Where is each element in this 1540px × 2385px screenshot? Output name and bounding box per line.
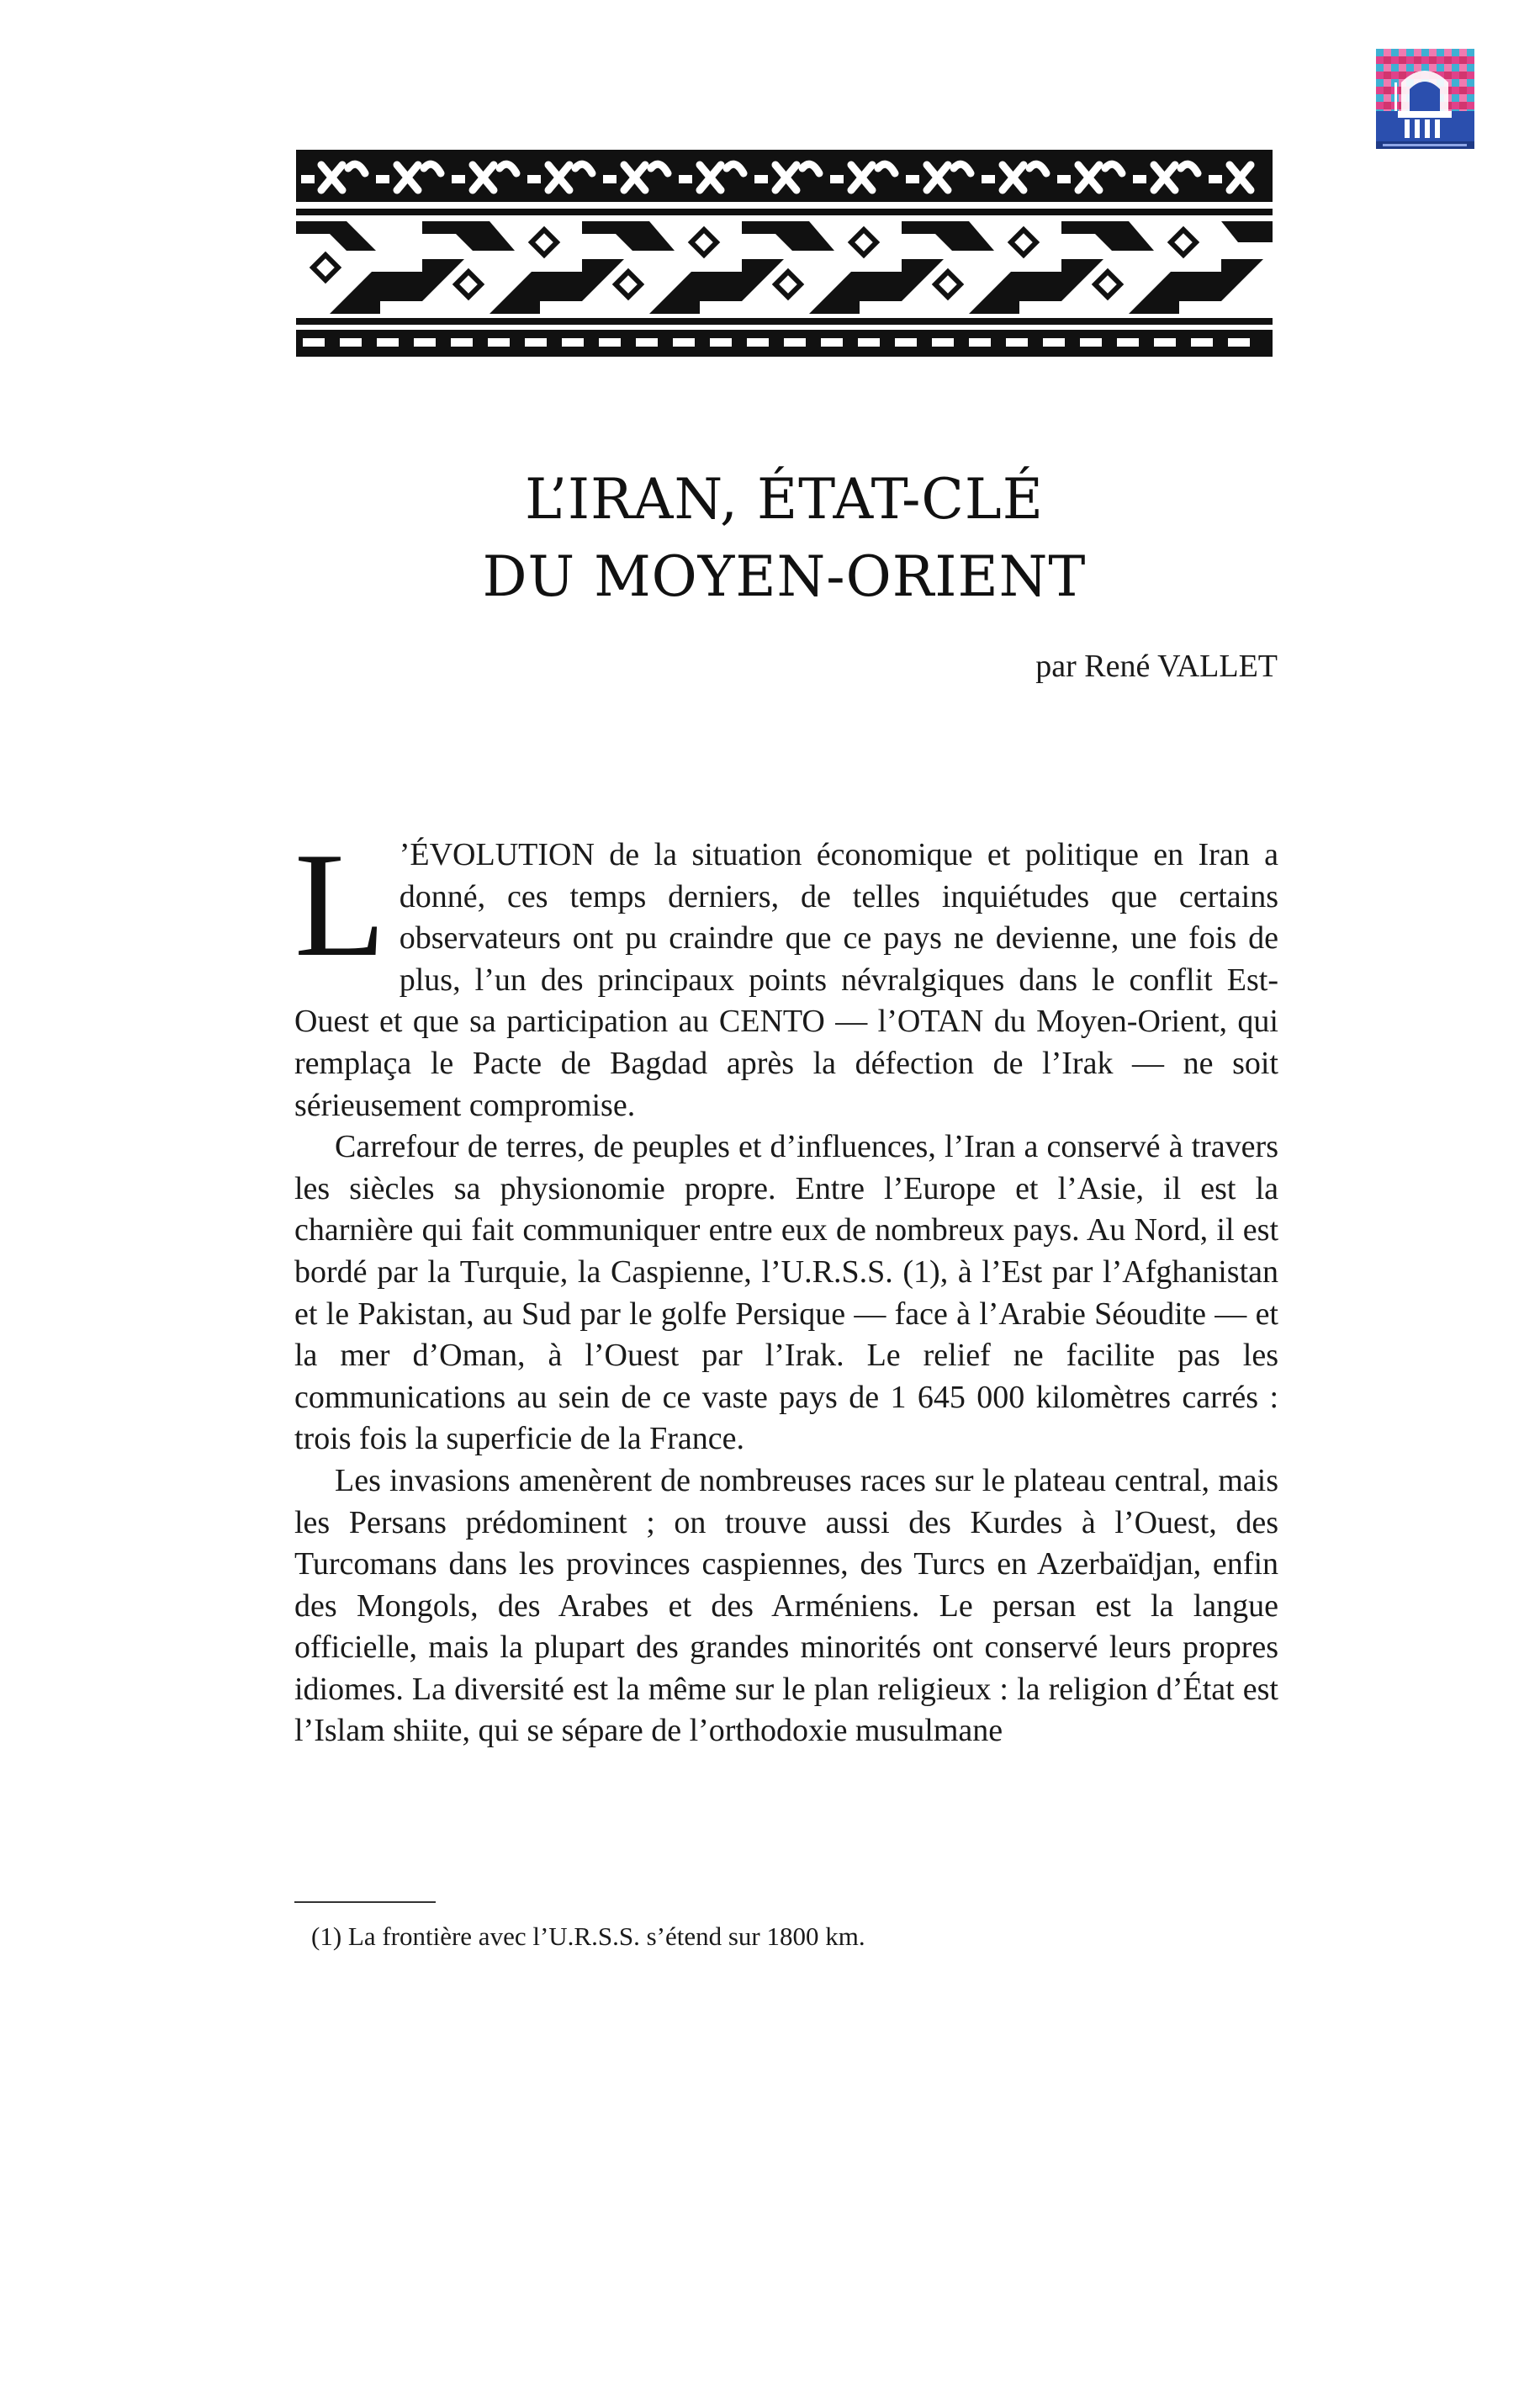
article-title-line1: L’IRAN, ÉTAT-CLÉ	[525, 467, 1044, 532]
ornamental-geometric-border-icon	[296, 150, 1273, 357]
paragraph-1	[294, 821, 1278, 1126]
article-author: par René VALLET	[1035, 649, 1278, 684]
paragraph-3: Les invasions amenèrent de nombreuses races sur le plateau central, mais les Persans prédominent ; on trouve aussi des Kurdes à l’Ouest, des Turcomans dans les provinces caspiennes, des Turcs en Azerbaïdjan, enfin des Mongols, des Arabes et des Arméniens. Le persan est la langue officielle, mais la plupart des grandes minorités ont conservé leurs propres idiomes. La diversité est la même sur le plan religieux : la religion d’État est l’Islam shiite, qui se sépare de l’orthodoxie musulmane	[294, 1462, 1278, 1749]
article-title-line2: DU MOYEN-ORIENT	[482, 544, 1087, 609]
paragraph-2: Carrefour de terres, de peuples et d’influences, l’Iran a conservé à travers les siècles sa physionomie propre. Entre l’Europe et l’Asie, il est la charnière qui fait communiquer entre eux de nombreux pays. Au Nord, il est bordé par la Turquie, la Caspienne, l’U.R.S.S. (1), à l’Est par l’Afghanistan et le Pakistan, au Sud par le golfe Persique — face à l’Arabie Séoudite — et la mer d’Oman, à l’Ouest par l’Irak. Le relief ne facilite pas les communications au sein de ce vaste pays de 1 645 000 kilomètres carrés : trois fois la superficie de la France.	[294, 1129, 1278, 1457]
footnote-divider	[294, 1901, 436, 1903]
paragraph-1-text: ’ÉVOLUTION de la situation économique et politique en Iran a donné, ces temps derniers, de telles inquiétudes que certains observateurs ont pu craindre que ce pays ne devienne, une fois de plus, l’un des principaux points névralgiques dans le conflit Est-Ouest et que sa participation au CENTO — l’OTAN du Moyen-Orient, qui remplaça le Pacte de Bagdad après la défection de l’Irak — ne soit sérieusement compromise.	[294, 837, 1278, 1123]
drop-cap: L	[294, 821, 386, 988]
article-title	[296, 461, 1273, 616]
footnote: (1) La frontière avec l’U.R.S.S. s’étend sur 1800 km.	[311, 1921, 865, 1951]
article-body	[294, 821, 1278, 1752]
library-building-logo-icon	[1376, 49, 1474, 149]
